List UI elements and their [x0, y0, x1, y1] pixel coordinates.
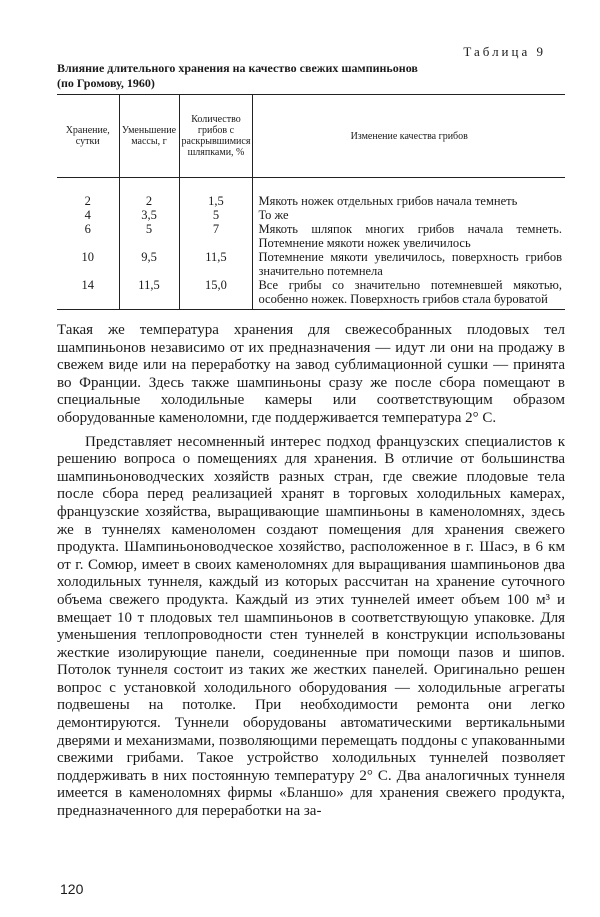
- paragraph-storage-france: Такая же температура хранения для свежесобранных плодовых тел шампиньонов независимо от их предназначения — идут ли они на продажу в свежем виде или на переработку на завод сублимационной сушки — принята во Франции. Здесь также шампиньоны сразу же после сбора помещают в специальные холодильные камеры или соответствующим образом оборудованные каменоломни, где поддерживается температура 2° С.: [57, 322, 565, 426]
- table-row: [57, 250, 565, 278]
- cell-description: То же: [253, 208, 565, 222]
- table-row: [57, 194, 565, 208]
- table-row: [57, 208, 565, 222]
- cell-mass: 3,5: [119, 208, 179, 222]
- cell-description: Мякоть ножек отдельных грибов начала темнеть: [253, 194, 565, 208]
- cell-percent: 7: [179, 222, 253, 250]
- table-number-label: Таблица 9: [463, 44, 546, 59]
- cell-percent: 5: [179, 208, 253, 222]
- cell-percent: 15,0: [179, 278, 253, 310]
- cell-mass: 9,5: [119, 250, 179, 278]
- table-caption: [57, 61, 557, 91]
- cell-percent: 1,5: [179, 194, 253, 208]
- cell-days: 10: [81, 250, 94, 264]
- cell-days: 14: [57, 278, 119, 310]
- paragraph-storage-tunnels: Представляет несомненный интерес подход французских специалистов к решению вопроса о помещениях для хранения. В отличие от большинства шампиньоноводческих хозяйств разных стран, где свежие плодовые тела после сбора перед реализацией хранят в торговых холодильных камерах, французские хозяйства, выращивающие шампиньоны в каменоломнях, здесь же в туннелях каменоломен создают помещения для хранения свежего продукта. Шампиньоноводческое хозяйство, расположенное в г. Шасэ, в 6 км от г. Сомюр, имеет в своих каменоломнях для выращивания шампиньонов два холодильных туннеля, каждый из которых рассчитан на хранение суточного объема свежего продукта. Каждый из этих туннелей имеет объем 100 м³ и вмещает 10 т плодовых тел шампиньонов в соответствующую упаковке. Для уменьшения теплопроводности стен туннелей в конструкции использованы жесткие изолирующие панели, соединенные при помощи пазов и шипов. Потолок туннеля состоит из таких же жестких панелей. Оригинально решен вопрос с установкой холодильного оборудования — холодильные агрегаты подвешены на потолке. При необходимости ремонта они легко демонтируются. Туннели оборудованы автоматическими вертикальными дверями и механизмами, позволяющими перемещать поддоны с упакованными свежими грибами. Такое устройство холодильных туннелей позволяет поддерживать в них постоянную температуру 2° С. Два аналогичных туннеля имеется в каменоломнях фирмы «Бланшо» для хранения свежего продукта, предназначенного для переработки на за-: [57, 433, 565, 820]
- cell-days: 6: [84, 222, 91, 236]
- caption-title: Влияние длительного хранения на качество свежих шампиньонов: [57, 61, 418, 75]
- cell-mass: 11,5: [119, 278, 179, 310]
- cell-description: Все грибы со значительно потемневшей мякотью, особенно ножек. Поверхность грибов стала буроватой: [253, 278, 565, 310]
- cell-mass: 2: [119, 194, 179, 208]
- table-row: [57, 278, 565, 310]
- caption-source: (по Громову, 1960): [57, 76, 155, 90]
- page-number: 120: [60, 881, 84, 897]
- header-opened-caps: Количество грибов с раскрывшимися шляпками, %: [179, 95, 253, 178]
- cell-description: Мякоть шляпок многих грибов начала темнеть. Потемнение мякоти ножек увеличилось: [253, 222, 565, 250]
- cell-days: 4: [84, 208, 91, 222]
- cell-percent: 11,5: [179, 250, 253, 278]
- header-storage-days: Хранение, сутки: [57, 95, 119, 178]
- table-spacer-row: [57, 178, 565, 195]
- body-text: [57, 322, 565, 821]
- header-quality-change: Изменение качества грибов: [253, 95, 565, 178]
- cell-mass: 5: [119, 222, 179, 250]
- table-row: [57, 222, 565, 250]
- table-header-row: [57, 95, 565, 178]
- cell-description: Потемнение мякоти увеличилось, поверхность грибов значительно потемнела: [253, 250, 565, 278]
- header-mass-loss: Уменьшение массы, г: [119, 95, 179, 178]
- cell-days: 2: [84, 194, 91, 208]
- storage-quality-table: [57, 94, 565, 310]
